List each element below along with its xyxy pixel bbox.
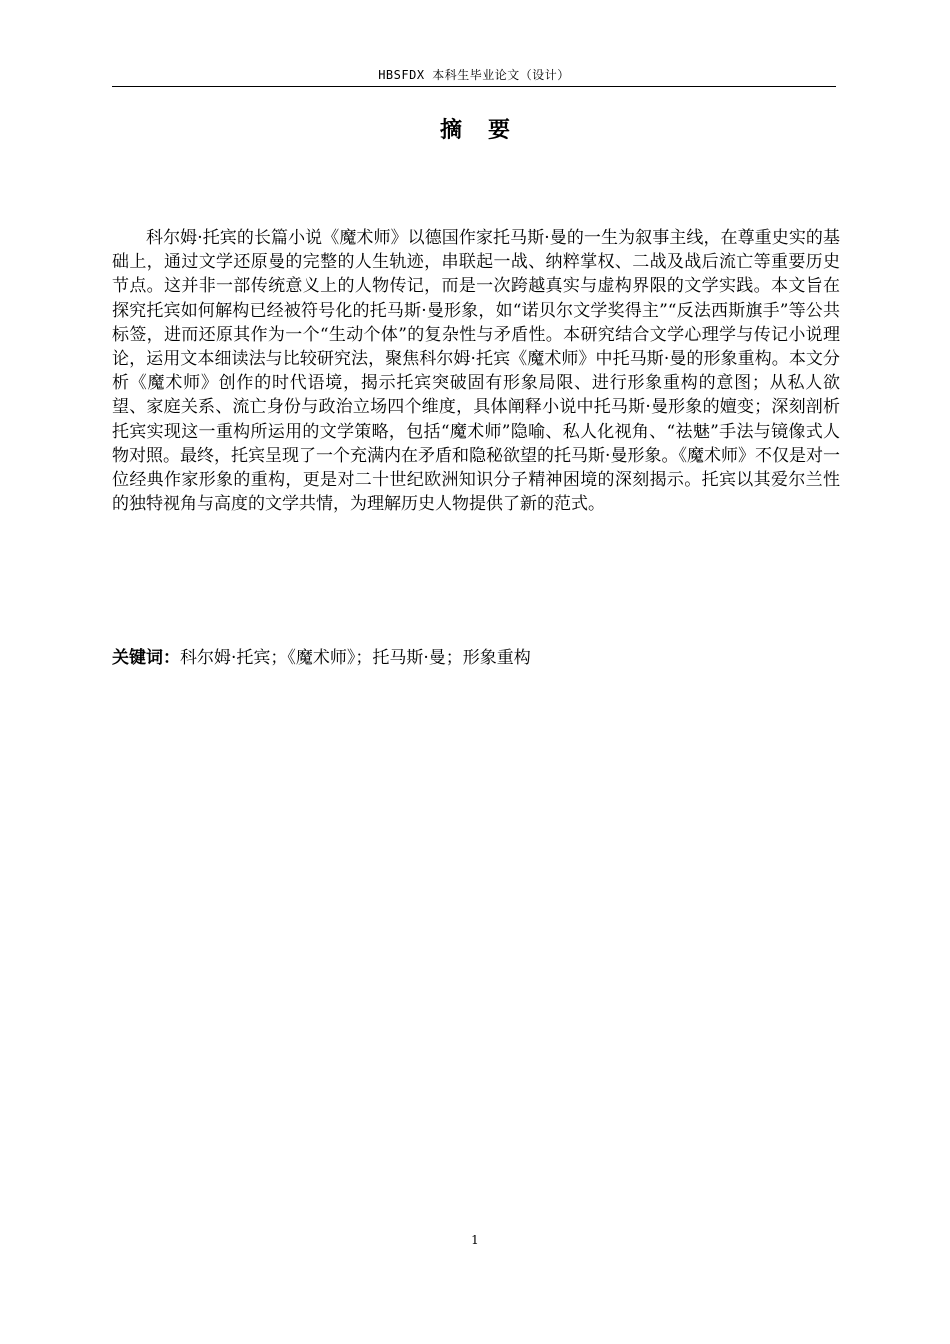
keywords-text: 科尔姆·托宾；《魔术师》；托马斯·曼；形象重构 [180,648,531,668]
abstract-body: 科尔姆·托宾的长篇小说《魔术师》以德国作家托马斯·曼的一生为叙事主线，在尊重史实的基础上，通过文学还原曼的完整的人生轨迹，串联起一战、纳粹掌权、二战及战后流亡等重要历史节点。这并非一部传统意义上的人物传记，而是一次跨越真实与虚构界限的文学实践。本文旨在探究托宾如何解构已经被符号化的托马斯·曼形象，如“诺贝尔文学奖得主”“反法西斯旗手”等公共标签，进而还原其作为一个“生动个体”的复杂性与矛盾性。本研究结合文学心理学与传记小说理论，运用文本细读法与比较研究法，聚焦科尔姆·托宾《魔术师》中托马斯·曼的形象重构。本文分析《魔术师》创作的时代语境，揭示托宾突破固有形象局限、进行形象重构的意图；从私人欲望、家庭关系、流亡身份与政治立场四个维度，具体阐释小说中托马斯·曼形象的嬗变；深刻剖析托宾实现这一重构所运用的文学策略，包括“魔术师”隐喻、私人化视角、“祛魅”手法与镜像式人物对照。最终，托宾呈现了一个充满内在矛盾和隐秘欲望的托马斯·曼形象。《魔术师》不仅是对一位经典作家形象的重构，更是对二十世纪欧洲知识分子精神困境的深刻揭示。托宾以其爱尔兰性的独特视角与高度的文学共情，为理解历史人物提供了新的范式。 [112,228,840,515]
page-title: 摘要 [439,118,536,143]
keywords-label: 关键词： [112,648,180,668]
running-header-title: HBSFDX 本科生毕业论文（设计） [378,68,570,82]
keywords [112,646,840,670]
running-header [112,66,836,87]
page-number: 1 [471,1233,479,1247]
